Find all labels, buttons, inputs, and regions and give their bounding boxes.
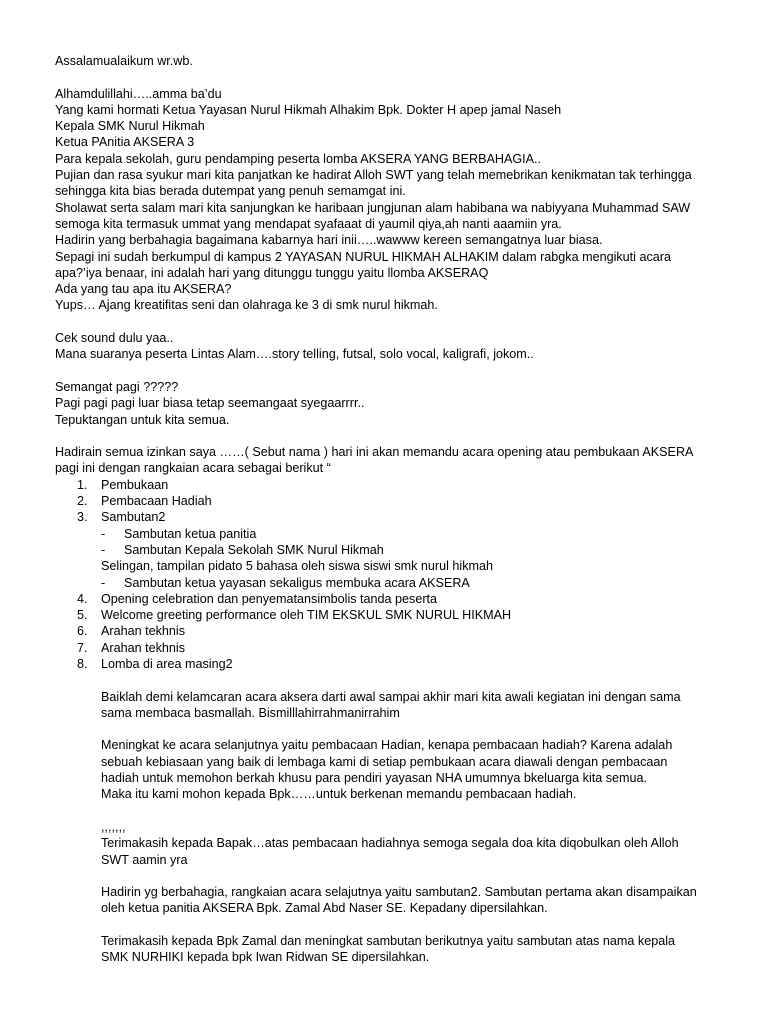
- paragraph-line: hadiah untuk memohon berkah khusu para pendiri yayasan NHA umumnya bkeluarga kita semua.: [101, 771, 648, 786]
- list-number: 1.: [77, 477, 88, 492]
- paragraph-hadiah: [101, 737, 712, 802]
- paragraphs-block: [55, 689, 712, 966]
- intro-line: Alhamdulillahi…..amma ba’du: [55, 86, 222, 101]
- paragraph-basmallah: [101, 689, 712, 722]
- spirit-line: Semangat pagi ?????: [55, 379, 179, 394]
- greeting-line: Assalamualaikum wr.wb.: [55, 54, 193, 68]
- blank-line: [55, 69, 712, 85]
- intro-line: Sepagi ini sudah berkumpul di kampus 2 YAYASAN NURUL HIKMAH ALHAKIM dalam rabgka mengikuti acara: [55, 249, 671, 264]
- agenda-item: [55, 640, 712, 656]
- list-number: 8.: [77, 656, 88, 671]
- blank-line: [101, 721, 712, 737]
- intro-block: [55, 86, 712, 314]
- list-number: 2.: [77, 494, 88, 509]
- intro-line: apa?’iya benaar, ini adalah hari yang ditunggu tunggu yaitu llomba AKSERAQ: [55, 265, 489, 280]
- paragraph-line: Terimakasih kepada Bpk Zamal dan meningkat sambutan berikutnya yaitu sambutan atas nama kepala: [101, 934, 676, 949]
- intro-line: Ada yang tau apa itu AKSERA?: [55, 282, 232, 297]
- blank-line: [55, 363, 712, 379]
- intro-line: Ketua PAnitia AKSERA 3: [55, 135, 195, 150]
- agenda-subitem-text: Sambutan ketua yayasan sekaligus membuka acara AKSERA: [124, 575, 470, 590]
- agenda-interlude: [55, 558, 712, 574]
- paragraph-line: Hadirin yg berbahagia, rangkaian acara selajutnya yaitu sambutan2. Sambutan pertama akan disampaikan: [101, 885, 697, 900]
- agenda-interlude-text: Selingan, tampilan pidato 5 bahasa oleh siswa siswi smk nurul hikmah: [101, 559, 494, 574]
- intro-line: Yups… Ajang kreatifitas seni dan olahraga ke 3 di smk nurul hikmah.: [55, 298, 438, 313]
- agenda-intro-block: [55, 444, 712, 477]
- intro-line: Kepala SMK Nurul Hikmah: [55, 119, 205, 134]
- sound-check-line: Mana suaranya peserta Lintas Alam….story telling, futsal, solo vocal, kaligrafi, jokom..: [55, 347, 534, 362]
- list-number: 7.: [77, 640, 88, 655]
- intro-line: Pujian dan rasa syukur mari kita panjatkan ke hadirat Alloh SWT yang telah memebrikan kenikmatan tak terhingga: [55, 168, 692, 183]
- agenda-intro-line: Hadirain semua izinkan saya ……( Sebut nama ) hari ini akan memandu acara opening atau pembukaan AKSERA: [55, 445, 694, 460]
- spirit-block: [55, 379, 712, 428]
- paragraph-thanks: [101, 835, 712, 868]
- sound-check-line: Cek sound dulu yaa..: [55, 331, 174, 346]
- paragraph-line: Terimakasih kepada Bapak…atas pembacaan hadiahnya semoga segala doa kita diqobulkan oleh Alloh: [101, 836, 679, 851]
- agenda-intro-line: pagi ini dengan rangkaian acara sebagai berikut “: [55, 461, 331, 476]
- dash-bullet: -: [101, 526, 106, 541]
- blank-line: [101, 803, 712, 819]
- agenda-item-text: Welcome greeting performance oleh TIM EKSKUL SMK NURUL HIKMAH: [101, 608, 512, 623]
- agenda-item: [55, 509, 712, 525]
- intro-line: Para kepala sekolah, guru pendamping peserta lomba AKSERA YANG BERBAHAGIA..: [55, 151, 542, 166]
- agenda-item-text: Arahan tekhnis: [101, 640, 186, 655]
- intro-line: semoga kita termasuk ummat yang mendapat syafaaat di yaumil qiya,ah nanti aaamiin yra.: [55, 216, 562, 231]
- paragraph-line: SWT aamin yra: [101, 852, 188, 867]
- intro-line: sehingga kita bias berada dutempat yang penuh semamgat ini.: [55, 184, 406, 199]
- agenda-item: [55, 493, 712, 509]
- paragraph-line: sama membaca basmallah. Bismilllahirrahmanirrahim: [101, 705, 400, 720]
- paragraph-line: oleh ketua panitia AKSERA Bpk. Zamal Abd Naser SE. Kepadany dipersilahkan.: [101, 901, 548, 916]
- agenda-item-text: Sambutan2: [101, 510, 166, 525]
- paragraph-line: SMK NURHIKI kepada bpk Iwan Ridwan SE dipersilahkan.: [101, 950, 430, 965]
- agenda-subitem: [55, 542, 712, 558]
- spirit-line: Pagi pagi pagi luar biasa tetap seemangaat syegaarrrr..: [55, 396, 365, 411]
- dash-bullet: -: [101, 542, 106, 557]
- list-number: 6.: [77, 624, 88, 639]
- paragraph-line: sebuah kebiasaan yang baik di lembaga kami di setiap pembukaan acara diawali dengan pembacaan: [101, 754, 668, 769]
- intro-line: Yang kami hormati Ketua Yayasan Nurul Hikmah Alhakim Bpk. Dokter H apep jamal Naseh: [55, 102, 562, 117]
- agenda-item: [55, 477, 712, 493]
- sound-check-block: [55, 330, 712, 363]
- blank-line: [101, 917, 712, 933]
- spirit-line: Tepuktangan untuk kita semua.: [55, 412, 230, 427]
- paragraph-sambutan-kepala: [101, 933, 712, 966]
- agenda-item: [55, 656, 712, 672]
- document-page: [55, 53, 712, 966]
- agenda-item: [55, 591, 712, 607]
- quote-marks: ,,,,,,,: [101, 819, 126, 834]
- blank-line: [55, 428, 712, 444]
- intro-line: Hadirin yang berbahagia bagaimana kabarnya hari inii…..wawww kereen semangatnya luar biasa.: [55, 233, 603, 248]
- paragraph-line: Maka itu kami mohon kepada Bpk……untuk berkenan memandu pembacaan hadiah.: [101, 787, 577, 802]
- agenda-subitem: [55, 526, 712, 542]
- dash-bullet: -: [101, 575, 106, 590]
- paragraph-line: Baiklah demi kelamcaran acara aksera darti awal sampai akhir mari kita awali kegiatan ini dengan sama: [101, 689, 681, 704]
- agenda-subitem: [55, 575, 712, 591]
- agenda-list: [55, 477, 712, 673]
- blank-line: [101, 868, 712, 884]
- agenda-item: [55, 623, 712, 639]
- paragraph-line: Meningkat ke acara selanjutnya yaitu pembacaan Hadian, kenapa pembacaan hadiah? Karena adalah: [101, 738, 673, 753]
- blank-line: [55, 314, 712, 330]
- agenda-item-text: Opening celebration dan penyematansimbolis tanda peserta: [101, 591, 438, 606]
- agenda-subitem-text: Sambutan Kepala Sekolah SMK Nurul Hikmah: [124, 542, 384, 557]
- list-number: 5.: [77, 608, 88, 623]
- agenda-item-text: Pembacaan Hadiah: [101, 494, 212, 509]
- agenda-item-text: Pembukaan: [101, 477, 169, 492]
- agenda-subitem-text: Sambutan ketua panitia: [124, 526, 257, 541]
- blank-line: [55, 672, 712, 688]
- paragraph-sambutan-panitia: [101, 884, 712, 917]
- intro-line: Sholawat serta salam mari kita sanjungkan ke haribaan jungjunan alam habibana wa nabiyyana Muhammad SAW: [55, 200, 691, 215]
- agenda-item-text: Lomba di area masing2: [101, 656, 233, 671]
- agenda-item-text: Arahan tekhnis: [101, 624, 186, 639]
- list-number: 4.: [77, 591, 88, 606]
- agenda-item: [55, 607, 712, 623]
- list-number: 3.: [77, 510, 88, 525]
